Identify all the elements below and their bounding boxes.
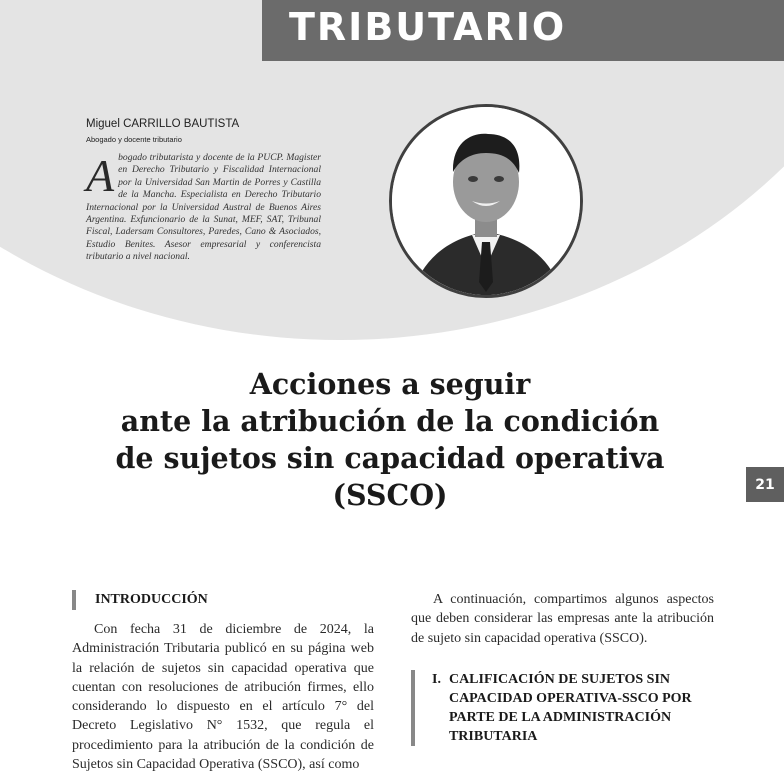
section-one-title: CALIFICACIÓN DE SUJETOS SIN CAPACIDAD OPERATIVA-SSCO POR PARTE DE LA ADMINISTRACIÓN TRIBUTARIA bbox=[448, 671, 692, 744]
section-title: TRIBUTARIO bbox=[289, 5, 567, 49]
section-one-heading bbox=[411, 670, 714, 746]
article-title bbox=[60, 366, 720, 514]
author-portrait-illustration bbox=[392, 107, 580, 295]
intro-paragraph: Con fecha 31 de diciembre de 2024, la Administración Tributaria publicó en su página web la relación de sujetos sin capacidad operativa que cuentan con resoluciones de atribución firmes, ello considerando lo dispuesto en el artículo 7° del Decreto Legislativo N° 1532, que regula el procedimiento para la atribución de la condición de Sujetos sin Capacidad Operativa (SSCO), así como bbox=[72, 622, 374, 773]
title-line: ante la atribución de la condición bbox=[120, 404, 660, 438]
title-line: Acciones a seguir bbox=[249, 367, 531, 401]
author-name: Miguel CARRILLO BAUTISTA bbox=[86, 118, 240, 130]
right-intro-paragraph: A continuación, compartimos algunos aspectos que deben considerar las empresas ante la atribución de sujeto sin capacidad operativa (SSCO). bbox=[411, 592, 714, 646]
author-role: Abogado y docente tributario bbox=[86, 135, 182, 144]
author-bio bbox=[86, 152, 321, 264]
right-column bbox=[411, 590, 714, 746]
bio-text: bogado tributarista y docente de la PUCP. Magister en Derecho Tributario y Fiscalidad Internacional por la Universidad San Martin de Porres y Castilla de la Mancha. Especialista en Derecho Tributario Internacional por la Universidad Austral de Buenos Aires Argentina. Exfuncionario de la Sunat, MEF, SAT, Tribunal Fiscal, Ladersam Consultores, Paredes, Cano & Asociados, Estudio Benites. Asesor empresarial y conferencista tributario a nivel nacional. bbox=[86, 152, 321, 263]
page-number-tab: 21 bbox=[746, 467, 784, 502]
author-photo bbox=[389, 104, 583, 298]
title-line: (SSCO) bbox=[332, 478, 448, 512]
bio-drop-cap: A bbox=[86, 150, 115, 201]
intro-heading: INTRODUCCIÓN bbox=[72, 590, 374, 610]
section-one-number: I. bbox=[432, 671, 441, 687]
title-line: de sujetos sin capacidad operativa bbox=[115, 441, 665, 475]
left-column bbox=[72, 590, 374, 774]
